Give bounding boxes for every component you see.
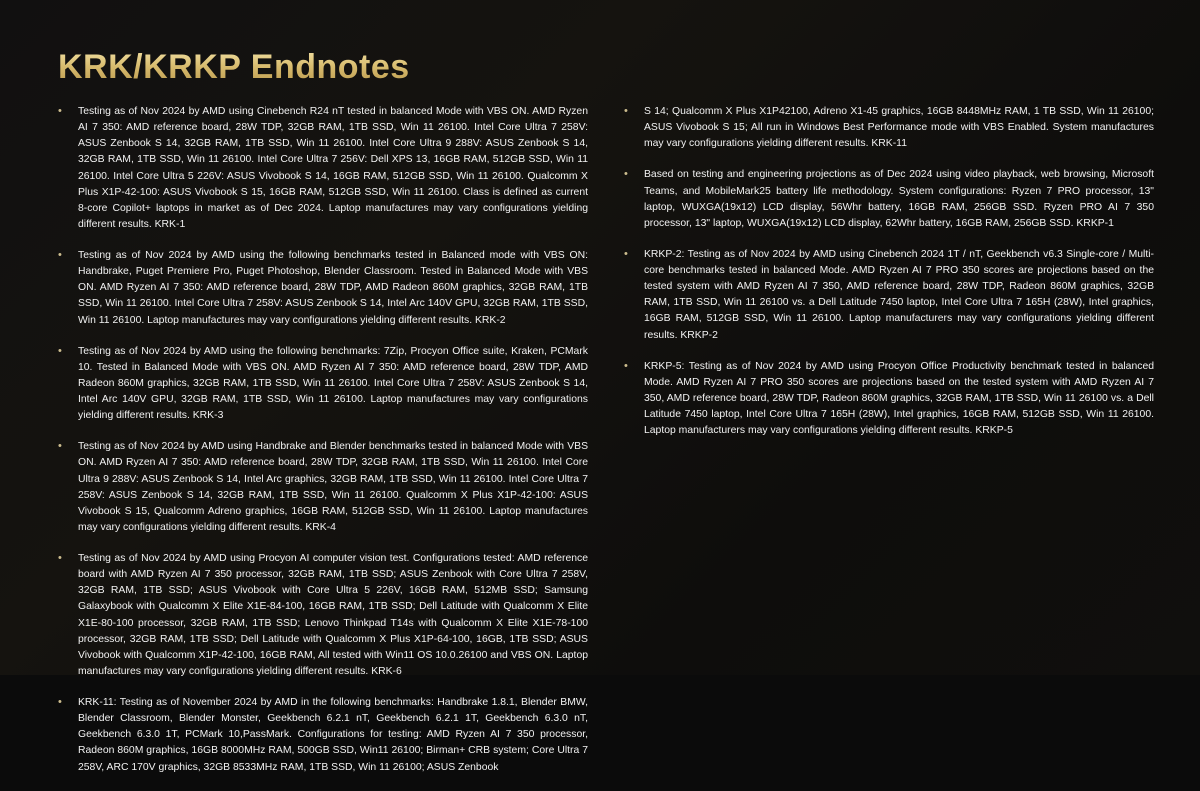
endnote-text: • Based on testing and engineering projections as of Dec 2024 using video playback, web browsing, Microsoft Teams, and MobileMark25 battery life methodology. System configurations: Ryzen 7 PRO processor, 13" laptop, WUXGA(19x12) LCD display, 56Whr battery, 16GB RAM, 256GB SSD. Ryzen PRO AI 7 350 processor, 13" laptop, WUXGA(19x12) LCD display, 62Whr battery, 16GB RAM, 256GB SSD. KRKP-1 (644, 169, 1154, 229)
endnote-text: • KRK-11: Testing as of November 2024 by AMD in the following benchmarks: Handbrake 1.8.1, Blender BMW, Blender Classroom, Blender Monster, Geekbench 6.2.1 nT, Geekbench 6.2.1 1T, Geekbench 6.3.0 nT, Geekbench 6.3.0 1T, PCMark 10,PassMark. Configurations for testing: AMD Ryzen AI 7 350 processor, Radeon 860M graphics, 16GB 8000MHz RAM, 500GB SSD, Win11 26100; Birman+ CRB system; Core Ultra 7 258V, ARC 170V graphics, 32GB 8533MHz RAM, 1TB SSD, Win 11 26100; ASUS Zenbook (78, 697, 588, 773)
endnote-text: • Testing as of Nov 2024 by AMD using the following benchmarks tested in Balanced mode with VBS ON: Handbrake, Puget Premiere Pro, Puget Photoshop, Blender Classroom. Tested in Balanced Mode with VBS ON. AMD Ryzen AI 7 350: AMD reference board, 28W TDP, AMD Radeon 860M graphics, 32GB RAM, 1TB SSD, Win 11 26100. Intel Core Ultra 7 258V: ASUS Zenbook S 14, Intel Arc 140V GPU, 32GB RAM, 1TB SSD, Win 11 26100. Laptop manufactures may vary configurations yielding different results. KRK-2 (78, 250, 588, 326)
endnote-text: • Testing as of Nov 2024 by AMD using Handbrake and Blender benchmarks tested in balanced Mode with VBS ON. AMD Ryzen AI 7 350: AMD reference board, 28W TDP, 32GB RAM, 1TB SSD, Win 11 26100. Intel Core Ultra 9 288V: ASUS Zenbook S 14, Intel Arc graphics, 32GB RAM, 1TB SSD, Win 11 26100. Intel Core Ultra 7 258V: ASUS Zenbook S 14, 32GB RAM, 1TB SSD, Win 11 26100. Qualcomm X Plus X1P-42-100: ASUS Vivobook S 15, Qualcomm Adreno graphics, 16GB RAM, 512GB SSD, Win 11 26100. Laptop manufactures may vary configurations yielding different results. KRK-4 (78, 441, 588, 533)
list-item (48, 248, 588, 329)
endnote-text: • Testing as of Nov 2024 by AMD using the following benchmarks: 7Zip, Procyon Office suite, Kraken, PCMark 10. Tested in Balanced Mode with VBS ON. AMD Ryzen AI 7 350: AMD reference board, 28W TDP, AMD Radeon 860M graphics, 32GB RAM, 1TB SSD, Win 11 26100. Intel Core Ultra 7 258V: ASUS Zenbook S 14, Intel Arc 140V GPU, 32GB RAM, 1TB SSD, Win 11 26100. Laptop manufactures may vary configurations yielding different results. KRK-3 (78, 345, 588, 422)
list-item (48, 104, 588, 233)
left-column (48, 104, 588, 791)
right-column (614, 104, 1154, 791)
endnote-text: • KRKP-2: Testing as of Nov 2024 by AMD using Cinebench 2024 1T / nT, Geekbench v6.3 Single-core / Multi-core benchmarks tested in balanced Mode. AMD Ryzen AI 7 PRO 350 scores are projections based on the tested system with AMD Ryzen AI 7 350, AMD reference board, 28W TDP, Radeon 860M graphics, 32GB RAM, 1TB SSD, Win 11 26100 vs. a Dell Latitude 7450 laptop, Intel Core Ultra 7 165H (28W), Intel graphics, 16GB RAM, 512GB SSD, Win 11 26100. Laptop manufacturers may vary configurations yielding different results. KRKP-2 (644, 248, 1154, 341)
list-item (614, 359, 1154, 440)
list-item (48, 551, 588, 680)
list-item (48, 695, 588, 776)
endnote-text: • Testing as of Nov 2024 by AMD using Procyon AI computer vision test. Configurations tested: AMD reference board with AMD Ryzen AI 7 350 processor, 32GB RAM, 1TB SSD; ASUS Zenbook with Core Ultra 7 258V, 32GB RAM, 1TB SSD; ASUS Vivobook with Core Ultra 5 226V, 16GB RAM, 512MB SSD; Samsung Galaxybook with Qualcomm X Elite X1E-84-100, 16GB RAM, 1TB SSD; Dell Latitude with Qualcomm X Elite X1E-80-100 processor, 32GB RAM, 1TB SSD; Lenovo Thinkpad T14s with Qualcomm X Elite X1E-78-100 processor, 32GB RAM, 1TB SSD; Dell Latitude with Qualcomm X Plus X1P-64-100, 16GB, 1TB SSD; ASUS Vivobook with Qualcomm X1P-42-100, 16GB RAM, All tested with Win11 OS 10.0.26100 and VBS ON. Laptop manufactures may vary configurations yielding different results. KRK-6 (78, 553, 588, 677)
page-title: KRK/KRKP Endnotes (58, 48, 410, 86)
list-item (48, 344, 588, 425)
endnote-list-right (614, 104, 1154, 439)
endnote-text: • S 14; Qualcomm X Plus X1P42100, Adreno X1-45 graphics, 16GB 8448MHz RAM, 1 TB SSD, Win 11 26100; ASUS Vivobook S 15; All run in Windows Best Performance mode with VBS Enabled. System manufactures may vary configurations yielding different results. KRK-11 (644, 106, 1154, 150)
list-item (614, 104, 1154, 152)
endnotes-columns (48, 104, 1158, 791)
endnote-text: • KRKP-5: Testing as of Nov 2024 by AMD using Procyon Office Productivity benchmark tested in balanced Mode. AMD Ryzen AI 7 PRO 350 scores are projections based on the tested system with AMD Ryzen AI 7 350, AMD reference board, 28W TDP, Radeon 860M graphics, 32GB RAM, 1TB SSD, Win 11 26100 vs. a Dell Latitude 7450 laptop, Intel Core Ultra 7 165H (28W), Intel graphics, 16GB RAM, 512GB SSD, Win 11 26100. Laptop manufacturers may vary configurations yielding different results. KRKP-5 (644, 360, 1154, 437)
endnote-text: • Testing as of Nov 2024 by AMD using Cinebench R24 nT tested in balanced Mode with VBS ON. AMD Ryzen AI 7 350: AMD reference board, 28W TDP, 32GB RAM, 1TB SSD, Win 11 26100. Intel Core Ultra 7 258V: ASUS Zenbook S 14, 32GB RAM, 1TB SSD, Win 11 26100. Intel Core Ultra 9 288V: ASUS Zenbook S 14, 32GB RAM, 1TB SSD, Win 11 26100. Intel Core Ultra 7 256V: Dell XPS 13, 16GB RAM, 512GB SSD, Win 11 26100. Intel Core Ultra 5 226V: ASUS Vivobook S 14, 16GB RAM, 512GB SSD, Win 11 26100. Qualcomm X Plus X1P-42-100: ASUS Vivobook S 15, 16GB RAM, 512GB SSD, Win 11 26100. Class is defined as current 8-core Copilot+ laptops in market as of Dec 2024. Laptop manufactures may vary configurations yielding different results. KRK-1 (78, 106, 588, 230)
list-item (48, 439, 588, 536)
list-item (614, 247, 1154, 344)
list-item (614, 167, 1154, 232)
